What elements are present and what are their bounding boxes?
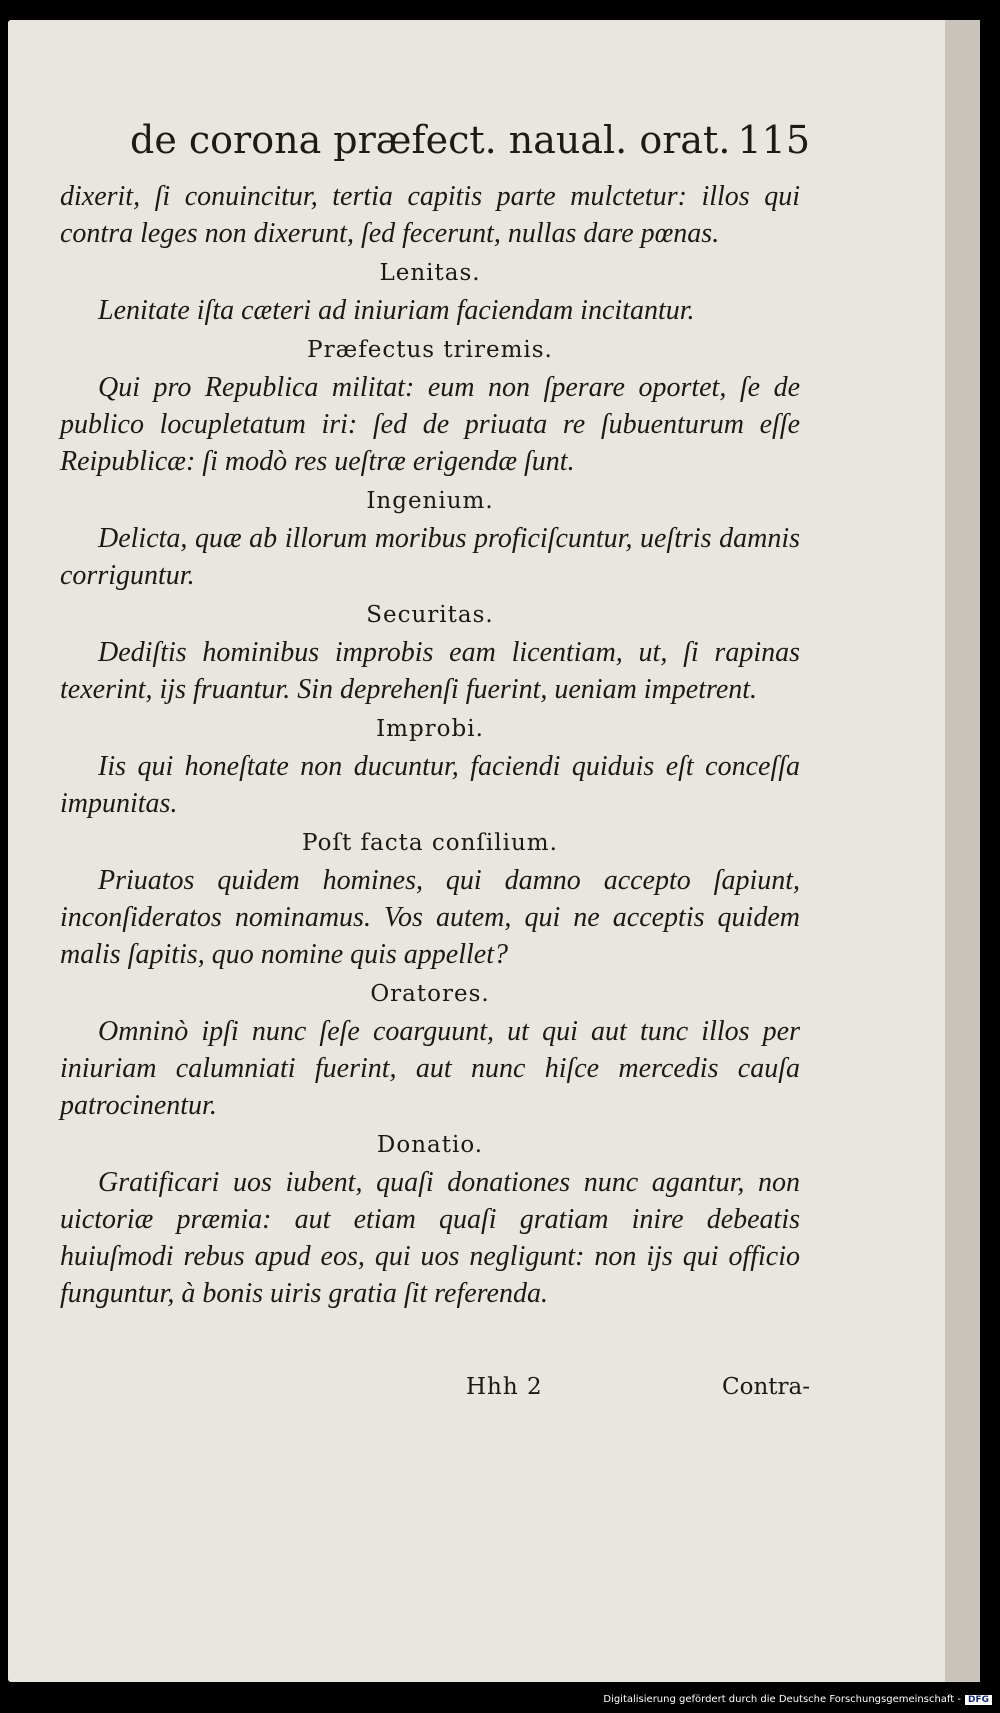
- paragraph: Delicta, quæ ab illorum moribus proficiſcuntur, ueſtris damnis corriguntur.: [60, 523, 800, 591]
- paragraph: Priuatos quidem homines, qui damno accepto ſapiunt, inconſideratos nominamus. Vos autem, qui ne acceptis quidem malis ſapitis, quo nomine quis appellet?: [60, 865, 800, 970]
- digitization-credit: [603, 1694, 992, 1705]
- paragraph: Gratificari uos iubent, quaſi donationes nunc agantur, non uictoriæ præmia: aut etiam quaſi gratiam inire debeatis huiuſmodi rebus apud eos, qui uos negligunt: non ijs qui officio funguntur, à bonis uiris gratia ſit referenda.: [60, 1167, 800, 1309]
- paragraph: dixerit, ſi conuincitur, tertia capitis parte mulctetur: illos qui contra leges non dixerunt, ſed fecerunt, nullas dare pœnas.: [60, 181, 800, 249]
- section-heading: Oratores.: [370, 981, 490, 1007]
- section-heading: Præfectus triremis.: [307, 337, 553, 363]
- credit-text: Digitalisierung gefördert durch die Deutsche Forschungsgemeinschaft -: [603, 1694, 961, 1705]
- section-heading: Securitas.: [366, 602, 494, 628]
- running-head: [130, 118, 810, 178]
- section-heading: Lenitas.: [379, 260, 481, 286]
- paragraph: Lenitate iſta cæteri ad iniuriam faciendam incitantur.: [98, 295, 695, 326]
- dfg-logo-icon: DFG: [965, 1695, 992, 1705]
- paragraph: Omninò ipſi nunc ſeſe coarguunt, ut qui aut tunc illos per iniuriam calumniati fuerint, aut nunc hiſce mercedis cauſa patrocinentur.: [60, 1016, 800, 1121]
- page-number: 115: [737, 118, 810, 162]
- paragraph: Qui pro Republica militat: eum non ſperare oportet, ſe de publico locupletatum iri: ſed de priuata re ſubuenturum eſſe Reipublicæ: ſi modò res ueſtræ erigendæ ſunt.: [60, 372, 800, 477]
- section-heading: Poſt facta conſilium.: [302, 830, 558, 856]
- running-title: de corona præfect. naual. orat.: [130, 118, 731, 162]
- signature-mark: Hhh 2: [466, 1374, 543, 1400]
- section-heading: Donatio.: [376, 1132, 484, 1158]
- text-block: [60, 178, 800, 1312]
- page-edge: [945, 20, 980, 1682]
- paragraph: Iis qui honeſtate non ducuntur, faciendi quiduis eſt conceſſa impunitas.: [60, 751, 800, 819]
- signature-line: [440, 1374, 820, 1410]
- catchword: Contra-: [722, 1374, 810, 1400]
- paragraph: Dediſtis hominibus improbis eam licentiam, ut, ſi rapinas texerint, ijs fruantur. Sin deprehenſi fuerint, ueniam impetrent.: [60, 637, 800, 705]
- section-heading: Ingenium.: [366, 488, 494, 514]
- section-heading: Improbi.: [376, 716, 484, 742]
